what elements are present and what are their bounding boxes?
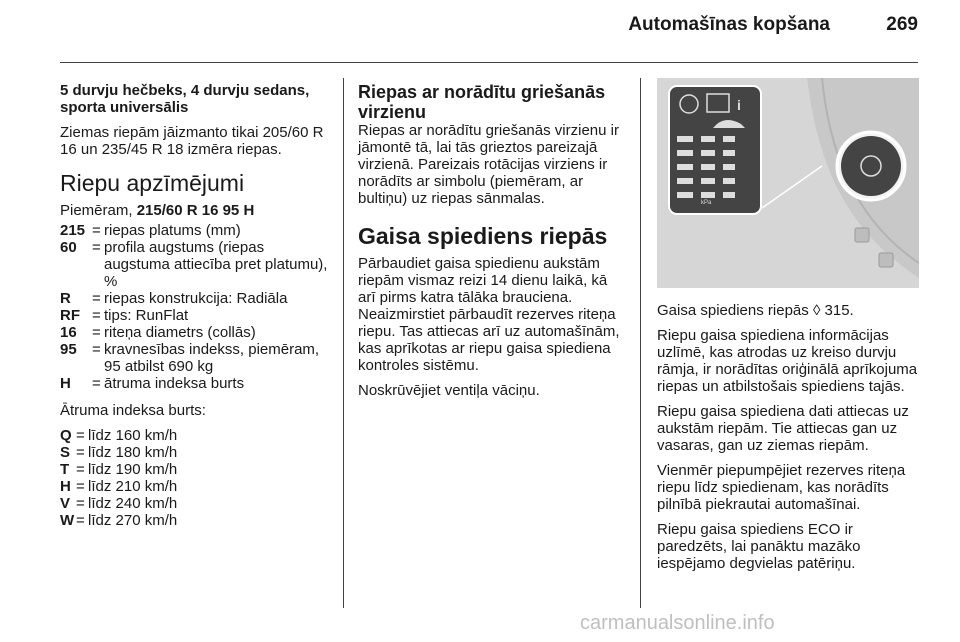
eco-pressure-text: Riepu gaisa spiediens ECO ir paredzēts, lai panāktu mazāko iespējamo degvielas patēriņu. xyxy=(657,521,861,572)
header-title: Automašīnas kopšana xyxy=(628,14,830,35)
reference-arrow-icon: ◊ xyxy=(812,302,821,319)
term-description: tips: RunFlat xyxy=(104,307,189,324)
equals-sign: = xyxy=(92,222,101,239)
term-key: R xyxy=(60,290,71,307)
sticker-location-text: Riepu gaisa spiediena informācijas uzlīmē, kas atrodas uz kreiso durvju rāmja, ir norādītas oriģinālā aprīkojuma riepas un atbilstošais spiediens tajās. xyxy=(657,327,918,395)
equals-sign: = xyxy=(92,341,101,358)
term-key: S xyxy=(60,444,71,461)
equals-sign: = xyxy=(92,307,101,324)
term-description: līdz 180 km/h xyxy=(88,444,178,461)
spare-wheel-text: Vienmēr piepumpējiet rezerves riteņa riepu līdz spiedienam, kas norādīts pilnībā piekrautai automašīnai. xyxy=(657,462,906,513)
column-1 xyxy=(60,82,330,529)
term-key: 95 xyxy=(60,341,77,358)
example-value: 215/60 R 16 95 H xyxy=(136,202,255,219)
equals-sign: = xyxy=(92,290,101,307)
equals-sign: = xyxy=(76,427,85,444)
sticker-kpa-label: kPa xyxy=(701,200,712,206)
term-key: 60 xyxy=(60,239,77,256)
reference-page: 315. xyxy=(824,302,854,319)
term-key: RF xyxy=(60,307,80,324)
column-3 xyxy=(657,302,927,580)
intro-heading: 5 durvju hečbeks, 4 durvju sedans, sporta universālis xyxy=(60,82,310,116)
term-description: riepas konstrukcija: Radiāla xyxy=(104,290,288,307)
header-rule xyxy=(60,62,918,63)
term-description: profila augstums (riepas augstuma attiecība pret platumu), % xyxy=(104,239,328,290)
watermark: carmanualsonline.info xyxy=(580,612,775,634)
term-description: līdz 190 km/h xyxy=(88,461,178,478)
section-title-pressure: Gaisa spiediens riepās xyxy=(358,223,608,249)
example-line xyxy=(60,202,330,219)
equals-sign: = xyxy=(76,461,85,478)
term-key: Q xyxy=(60,427,72,444)
term-description: riteņa diametrs (collās) xyxy=(104,324,256,341)
term-key: V xyxy=(60,495,71,512)
section-title-tyre-markings: Riepu apzīmējumi xyxy=(60,170,245,196)
column-divider-2 xyxy=(640,78,641,608)
definitions-list xyxy=(60,222,330,392)
equals-sign: = xyxy=(92,324,101,341)
equals-sign: = xyxy=(92,239,101,256)
reference-text: Gaisa spiediens riepās xyxy=(657,302,809,319)
pressure-text: Pārbaudiet gaisa spiedienu aukstām riepām vismaz reizi 14 dienu laikā, kā arī pirms katra tālāka brauciena. Neaizmirstiet pārbaudīt rezerves riteņa riepu. Tas attiecas arī uz automašīnām, kas aprīkotas ar riepu gaisa spiediena kontroles sistēmu. xyxy=(358,255,620,374)
term-description: līdz 210 km/h xyxy=(88,478,178,495)
tyre-pressure-label-illustration xyxy=(657,78,919,288)
column-divider-1 xyxy=(343,78,344,608)
pressure-reference xyxy=(657,302,927,319)
speed-heading: Ātruma indeksa burts: xyxy=(60,402,206,419)
term-key: 215 xyxy=(60,222,86,239)
term-description: riepas platums (mm) xyxy=(104,222,241,239)
example-label: Piemēram, xyxy=(60,202,137,219)
door-frame-sticker-image xyxy=(657,78,919,288)
term-description: ātruma indeksa burts xyxy=(104,375,245,392)
term-description: līdz 270 km/h xyxy=(88,512,178,529)
term-key: W xyxy=(60,512,75,529)
term-key: T xyxy=(60,461,70,478)
equals-sign: = xyxy=(76,512,85,529)
term-description: līdz 240 km/h xyxy=(88,495,178,512)
term-description: kravnesības indekss, piemēram, 95 atbilst 690 kg xyxy=(104,341,320,375)
term-key: 16 xyxy=(60,324,77,341)
directional-heading: Riepas ar norādītu griešanās virzienu xyxy=(358,82,606,122)
column-2 xyxy=(358,82,628,407)
cold-tyre-text: Riepu gaisa spiediena dati attiecas uz aukstām riepām. Tie attiecas gan uz vasaras, gan uz ziemas riepām. xyxy=(657,403,909,454)
speed-list xyxy=(60,427,330,529)
directional-text: Riepas ar norādītu griešanās virzienu ir jāmontē tā, lai tās grieztos pareizajā virzienā. Pareizais rotācijas virziens ir norādīts ar simbolu (piemēram, ar bultiņu) uz riepas sānmalas. xyxy=(358,122,619,207)
equals-sign: = xyxy=(76,478,85,495)
equals-sign: = xyxy=(76,495,85,512)
svg-text:i: i xyxy=(737,97,741,113)
equals-sign: = xyxy=(92,375,101,392)
equals-sign: = xyxy=(76,444,85,461)
term-key: H xyxy=(60,478,71,495)
intro-text: Ziemas riepām jāizmanto tikai 205/60 R 16 un 235/45 R 18 izmēra riepas. xyxy=(60,124,324,158)
term-description: līdz 160 km/h xyxy=(88,427,178,444)
valve-cap-text: Noskrūvējiet ventiļa vāciņu. xyxy=(358,382,540,399)
page-number: 269 xyxy=(886,14,918,35)
term-key: H xyxy=(60,375,71,392)
